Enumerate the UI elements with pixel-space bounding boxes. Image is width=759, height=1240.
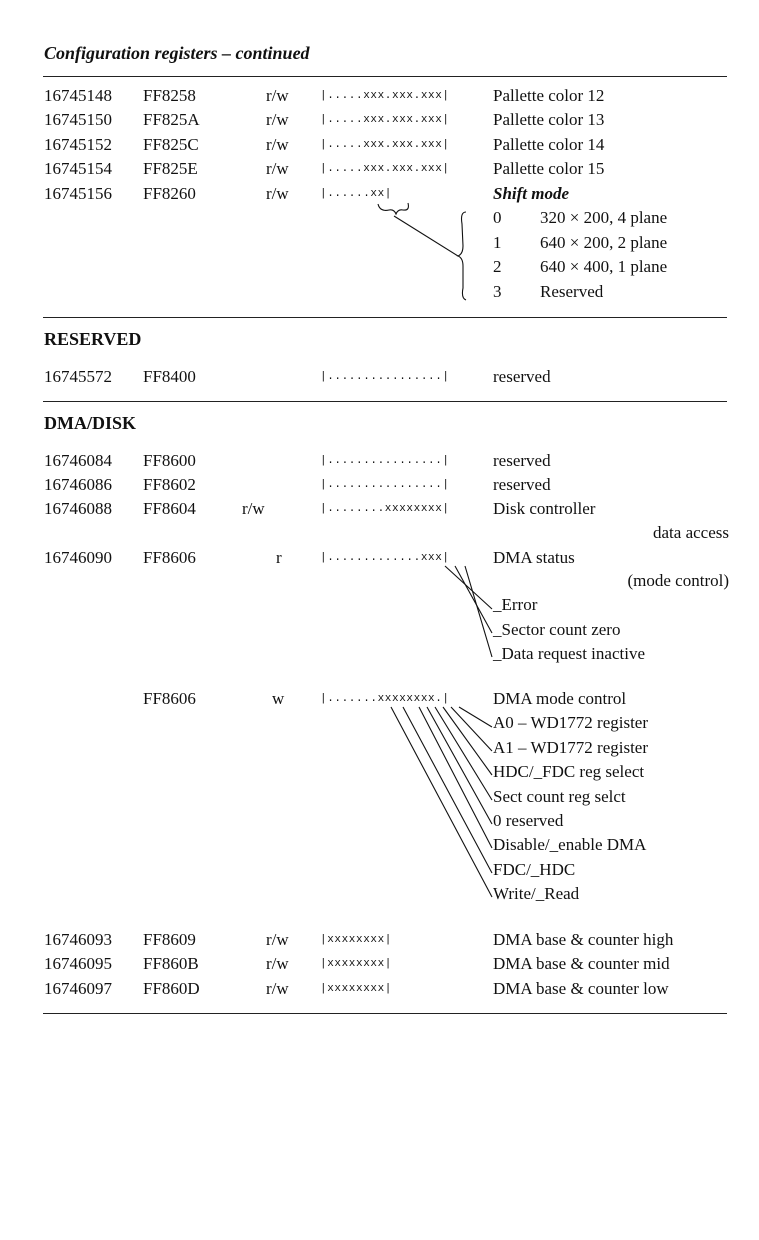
register-access: r/w <box>266 135 289 154</box>
bit-description: Write/_Read <box>493 884 580 903</box>
register-hex-address: FF8400 <box>143 367 196 386</box>
register-hex-address: FF8260 <box>143 184 196 203</box>
register-description: DMA status <box>493 548 575 567</box>
mode-text: 640 × 400, 1 plane <box>540 257 668 276</box>
register-hex-address: FF8609 <box>143 930 196 949</box>
mode-leader-line <box>459 707 492 727</box>
register-hex-address: FF8606 <box>143 689 196 708</box>
bit-description: _Sector count zero <box>493 620 621 639</box>
status-leader-line <box>455 566 492 633</box>
register-description-continued: (mode control) <box>627 571 729 590</box>
register-description: Shift mode <box>493 184 570 203</box>
bit-description: _Data request inactive <box>493 644 645 663</box>
register-decimal-address: 16746086 <box>44 475 112 494</box>
register-bit-pattern: |................| <box>320 455 450 467</box>
register-access: r/w <box>266 979 289 998</box>
register-hex-address: FF8258 <box>143 86 196 105</box>
register-hex-address: FF8606 <box>143 548 196 567</box>
register-hex-address: FF860D <box>143 979 200 998</box>
register-decimal-address: 16745156 <box>44 184 112 203</box>
register-decimal-address: 16746095 <box>44 954 112 973</box>
register-bit-pattern: |........xxxxxxxx| <box>320 503 450 515</box>
register-bit-pattern: |.....xxx.xxx.xxx| <box>320 114 450 126</box>
register-access: r <box>276 548 282 567</box>
register-access: r/w <box>266 184 289 203</box>
reserved-section-heading: RESERVED <box>44 329 142 349</box>
register-decimal-address: 16746090 <box>44 548 112 567</box>
register-access: r/w <box>266 159 289 178</box>
register-description: reserved <box>493 367 551 386</box>
register-decimal-address: 16746088 <box>44 499 112 518</box>
bit-description: Disable/_enable DMA <box>493 835 647 854</box>
register-hex-address: FF8604 <box>143 499 196 518</box>
register-access: r/w <box>266 930 289 949</box>
bit-description: A1 – WD1772 register <box>493 738 649 757</box>
register-hex-address: FF825A <box>143 110 200 129</box>
register-bit-pattern: |xxxxxxxx| <box>320 983 393 995</box>
register-hex-address: FF825E <box>143 159 198 178</box>
register-decimal-address: 16746097 <box>44 979 112 998</box>
mode-leader-line <box>443 707 492 775</box>
register-decimal-address: 16746084 <box>44 451 112 470</box>
register-description: Pallette color 13 <box>493 110 605 129</box>
register-bit-pattern: |.....xxx.xxx.xxx| <box>320 90 450 102</box>
mode-leader-line <box>451 707 492 751</box>
register-decimal-address: 16745152 <box>44 135 112 154</box>
mode-number: 2 <box>493 257 502 276</box>
status-leader-line <box>445 566 492 609</box>
register-decimal-address: 16745148 <box>44 86 112 105</box>
register-decimal-address: 16745572 <box>44 367 112 386</box>
mode-number: 1 <box>493 233 502 252</box>
register-description: reserved <box>493 475 551 494</box>
register-description: Disk controller <box>493 499 596 518</box>
register-decimal-address: 16745150 <box>44 110 112 129</box>
shift-pointer-line <box>394 216 458 256</box>
register-bit-pattern: |................| <box>320 479 450 491</box>
register-hex-address: FF8602 <box>143 475 196 494</box>
page-title: Configuration registers – continued <box>44 43 310 63</box>
register-description: reserved <box>493 451 551 470</box>
status-leader-line <box>465 566 492 657</box>
mode-number: 0 <box>493 208 502 227</box>
bit-description: 0 reserved <box>493 811 564 830</box>
register-access: r/w <box>266 86 289 105</box>
register-description: DMA mode control <box>493 689 627 708</box>
register-description-continued: data access <box>653 523 729 542</box>
mode-text: 640 × 200, 2 plane <box>540 233 668 252</box>
register-description: DMA base & counter high <box>493 930 674 949</box>
register-decimal-address: 16746093 <box>44 930 112 949</box>
register-description: Pallette color 12 <box>493 86 605 105</box>
register-hex-address: FF860B <box>143 954 199 973</box>
mode-leader-line <box>419 707 492 848</box>
register-bit-pattern: |.......xxxxxxxx.| <box>320 693 450 705</box>
register-bit-pattern: |.....xxx.xxx.xxx| <box>320 139 450 151</box>
bit-description: _Error <box>493 595 538 614</box>
shift-mode-brace <box>458 212 466 300</box>
register-access: r/w <box>266 954 289 973</box>
bit-description: FDC/_HDC <box>493 860 576 879</box>
shift-bits-brace <box>378 203 408 214</box>
register-bit-pattern: |.............xxx| <box>320 552 450 564</box>
register-bit-pattern: |xxxxxxxx| <box>320 934 393 946</box>
register-access: r/w <box>242 499 265 518</box>
register-access: r/w <box>266 110 289 129</box>
mode-leader-line <box>427 707 492 824</box>
bit-description: A0 – WD1772 register <box>493 713 649 732</box>
bit-description: Sect count reg selct <box>493 787 626 806</box>
register-description: Pallette color 14 <box>493 135 605 154</box>
mode-leader-line <box>403 707 492 873</box>
register-bit-pattern: |......xx| <box>320 188 393 200</box>
register-bit-pattern: |.....xxx.xxx.xxx| <box>320 163 450 175</box>
register-description: DMA base & counter mid <box>493 954 670 973</box>
register-access: w <box>272 689 285 708</box>
mode-number: 3 <box>493 282 502 301</box>
dma-section-heading: DMA/DISK <box>44 413 137 433</box>
register-bit-pattern: |................| <box>320 371 450 383</box>
register-description: DMA base & counter low <box>493 979 669 998</box>
mode-text: Reserved <box>540 282 604 301</box>
register-decimal-address: 16745154 <box>44 159 112 178</box>
bit-description: HDC/_FDC reg select <box>493 762 645 781</box>
register-hex-address: FF8600 <box>143 451 196 470</box>
register-description: Pallette color 15 <box>493 159 605 178</box>
register-hex-address: FF825C <box>143 135 199 154</box>
mode-text: 320 × 200, 4 plane <box>540 208 668 227</box>
register-bit-pattern: |xxxxxxxx| <box>320 958 393 970</box>
